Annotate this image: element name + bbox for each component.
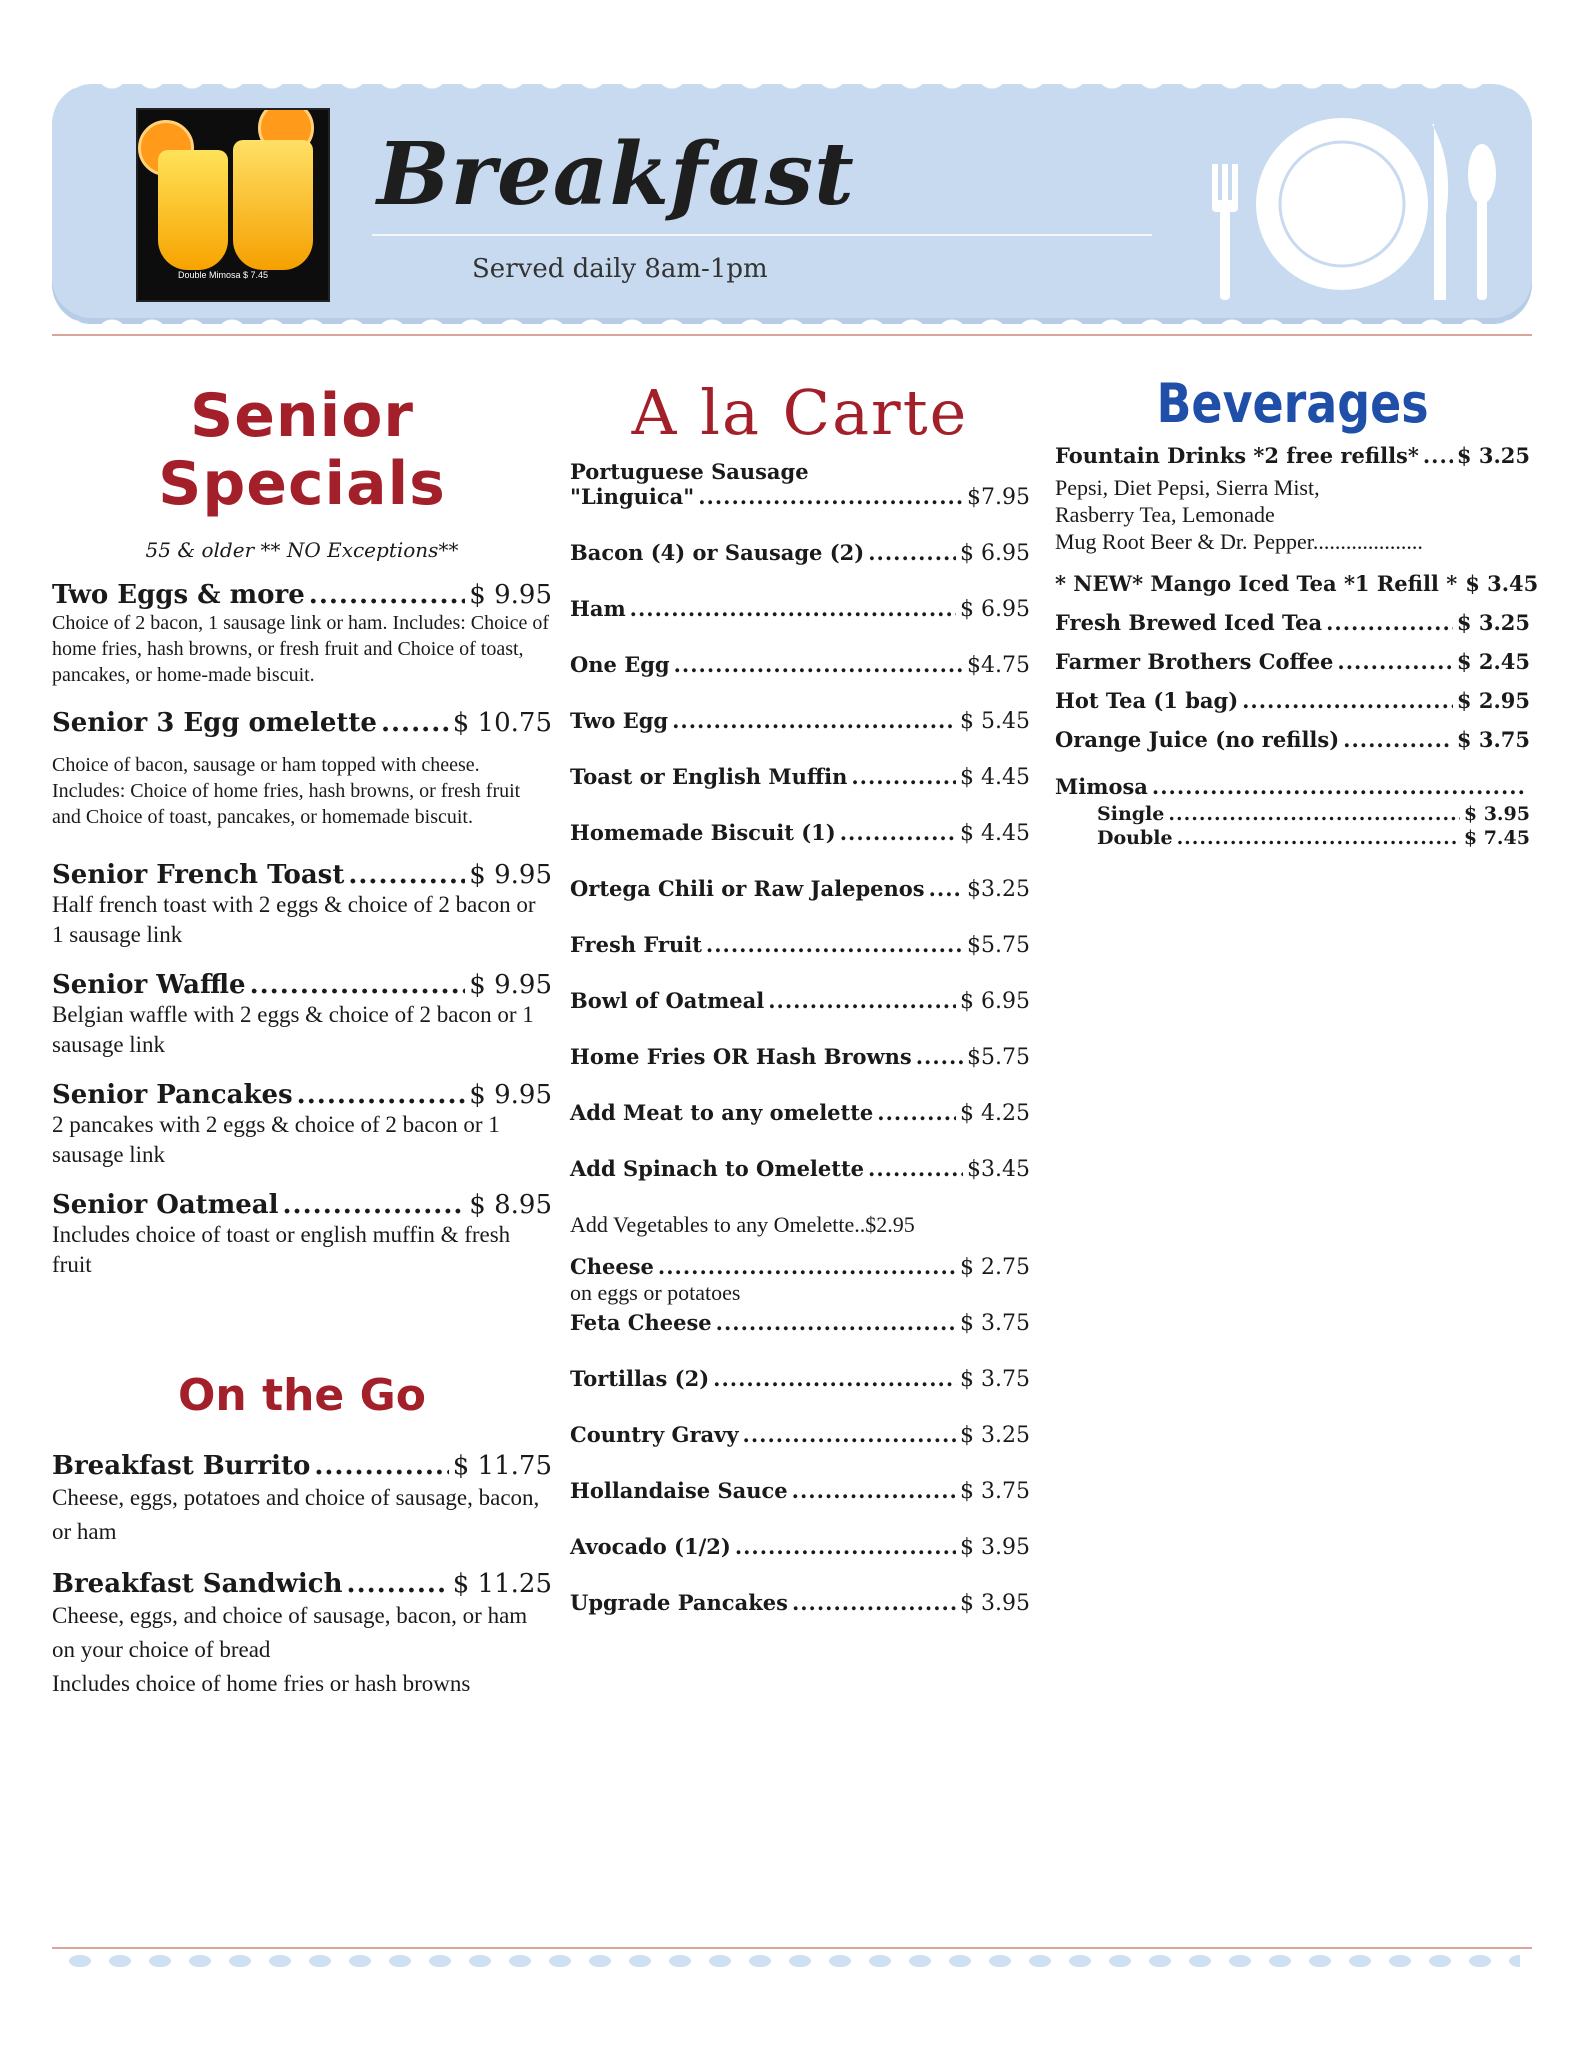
item-price: $ 9.95 [469, 970, 552, 1000]
item-name: Tortillas (2) [570, 1366, 710, 1391]
beverages-list [1055, 571, 1539, 752]
item-name: Single [1097, 803, 1165, 825]
item-price: $ 3.25 [1456, 443, 1530, 468]
item-price: $ 4.25 [960, 1101, 1030, 1126]
menu-item [570, 932, 1030, 958]
senior-title-line1: Senior [190, 381, 414, 451]
menu-item [1055, 827, 1530, 849]
banner-scallop-top [52, 84, 1532, 96]
item-name: Orange Juice (no refills) [1055, 727, 1340, 752]
item-description: Choice of 2 bacon, 1 sausage link or ham. Includes: Choice of home fries, hash browns, or fresh fruit and Choice of toast, pancakes, or home-made biscuit. [52, 612, 550, 686]
item-name-line: Portuguese Sausage [570, 459, 809, 484]
item-description: Cheese, eggs, and choice of sausage, bacon, or ham on your choice of bread [52, 1603, 528, 1662]
menu-item [570, 1310, 1030, 1336]
item-name: Feta Cheese [570, 1310, 712, 1335]
menu-item [1055, 727, 1530, 752]
footer-scallop [60, 1955, 1520, 1975]
item-name: Ortega Chili or Raw Jalepenos [570, 876, 925, 901]
item-description: on eggs or potatoes [570, 1280, 741, 1305]
item-name: Breakfast Sandwich [52, 1569, 343, 1599]
item-price: $ 2.45 [1456, 649, 1530, 674]
item-price: $ 11.75 [452, 1451, 552, 1481]
item-price: $ 9.95 [469, 580, 552, 610]
plate-cutlery-icon [1192, 104, 1502, 304]
menu-item [52, 1569, 552, 1701]
item-price: $ 2.75 [960, 1255, 1030, 1280]
item-name: Two Eggs & more [52, 580, 305, 610]
item-price: $ 2.95 [1456, 688, 1530, 713]
menu-item [570, 1478, 1030, 1504]
item-name: Breakfast Burrito [52, 1451, 311, 1481]
item-price: $ 3.75 [960, 1479, 1030, 1504]
menu-item [1055, 443, 1530, 468]
item-name: Bowl of Oatmeal [570, 988, 765, 1013]
menu-item [570, 1044, 1030, 1070]
senior-title-line2: Specials [158, 449, 446, 519]
item-price: $ 11.25 [452, 1569, 552, 1599]
item-name: Toast or English Muffin [570, 764, 848, 789]
menu-item [570, 1366, 1030, 1392]
item-price: $ 3.75 [960, 1367, 1030, 1392]
item-name: Homemade Biscuit (1) [570, 820, 836, 845]
item-description-extra: Includes choice of home fries or hash browns [52, 1671, 471, 1696]
fountain-line: Rasberry Tea, Lemonade [1055, 502, 1275, 527]
item-price: $ 9.95 [469, 860, 552, 890]
vegetables-item: Add Vegetables to any Omelette..$2.95 [570, 1212, 915, 1237]
item-price: $ 3.25 [1456, 610, 1530, 635]
item-price: $ 10.75 [452, 708, 552, 738]
item-price: $ 4.45 [960, 765, 1030, 790]
item-name: Hollandaise Sauce [570, 1478, 788, 1503]
fountain-line: Mug Root Beer & Dr. Pepper.................... [1055, 529, 1423, 554]
menu-item [570, 596, 1030, 622]
item-price: $ 7.45 [1463, 827, 1530, 849]
senior-specials-title [52, 382, 552, 518]
menu-item [570, 652, 1030, 678]
menu-item [570, 988, 1030, 1014]
on-the-go-title: On the Go [178, 1370, 426, 1421]
item-price: $ 6.95 [960, 989, 1030, 1014]
a-la-carte-title: A la Carte [631, 376, 969, 449]
item-name: Home Fries OR Hash Browns [570, 1044, 912, 1069]
a-la-carte-list-2 [570, 1310, 1030, 1616]
item-description: 2 pancakes with 2 eggs & choice of 2 bacon or 1 sausage link [52, 1112, 500, 1167]
menu-item [52, 580, 552, 688]
menu-item [570, 1534, 1030, 1560]
item-description: Cheese, eggs, potatoes and choice of sausage, bacon, or ham [52, 1485, 540, 1544]
senior-specials-section [52, 370, 552, 1721]
menu-item [570, 1156, 1030, 1182]
menu-item [52, 860, 552, 950]
banner-scallop-bottom [52, 312, 1532, 324]
menu-item [52, 970, 552, 1060]
item-price: $ 5.45 [960, 709, 1030, 734]
item-price: $4.75 [967, 653, 1030, 678]
juice-glass-icon [233, 140, 313, 270]
header-divider [52, 334, 1532, 336]
beverages-section [1055, 370, 1539, 851]
item-price: $5.75 [967, 933, 1030, 958]
menu-item [570, 764, 1030, 790]
item-name: Cheese [570, 1254, 654, 1279]
banner-rule [372, 234, 1152, 236]
mimosa-photo [136, 108, 330, 302]
item-name: Country Gravy [570, 1422, 739, 1447]
senior-note: 55 & older ** NO Exceptions** [145, 538, 459, 562]
item-price: $ 6.95 [960, 541, 1030, 566]
footer-divider [52, 1947, 1532, 1949]
item-name: Senior Oatmeal [52, 1190, 279, 1220]
item-name: Avocado (1/2) [570, 1534, 731, 1559]
menu-item [1055, 649, 1530, 674]
item-price: $ 3.25 [960, 1423, 1030, 1448]
header-banner [52, 84, 1532, 324]
menu-item [570, 820, 1030, 846]
item-price: $ 8.95 [469, 1190, 552, 1220]
menu-item [570, 1254, 1030, 1280]
menu-item [52, 708, 552, 830]
menu-item [1055, 688, 1530, 713]
a-la-carte-list [570, 484, 1030, 1182]
a-la-carte-section [570, 370, 1030, 1646]
item-name: Senior Waffle [52, 970, 246, 1000]
menu-item [570, 876, 1030, 902]
menu-item [570, 708, 1030, 734]
item-price: $ 3.75 [1456, 727, 1530, 752]
item-price: $ 3.95 [960, 1591, 1030, 1616]
item-price: $3.25 [967, 877, 1030, 902]
item-name: Bacon (4) or Sausage (2) [570, 540, 865, 565]
item-price: $ 9.95 [469, 1080, 552, 1110]
item-price: $7.95 [967, 485, 1030, 510]
fountain-description [1055, 474, 1530, 555]
menu-item [570, 540, 1030, 566]
item-name: Mimosa [1055, 774, 1148, 799]
item-name: Upgrade Pancakes [570, 1590, 788, 1615]
menu-item [1055, 610, 1530, 635]
beverages-title: Beverages [1156, 372, 1429, 435]
menu-item [570, 1100, 1030, 1126]
fountain-line: Pepsi, Diet Pepsi, Sierra Mist, [1055, 475, 1320, 500]
menu-item [570, 1590, 1030, 1616]
item-description: Belgian waffle with 2 eggs & choice of 2 bacon or 1 sausage link [52, 1002, 534, 1057]
juice-glass-icon [158, 150, 228, 270]
item-name: Farmer Brothers Coffee [1055, 649, 1334, 674]
item-price: $3.45 [967, 1157, 1030, 1182]
item-description: Half french toast with 2 eggs & choice of 2 bacon or 1 sausage link [52, 892, 536, 947]
item-name: Add Spinach to Omelette [570, 1156, 865, 1181]
item-price: $ 3.45 [1465, 571, 1539, 596]
item-name: Hot Tea (1 bag) [1055, 688, 1239, 713]
item-name: Double [1097, 827, 1173, 849]
item-name: Senior French Toast [52, 860, 345, 890]
menu-item [1055, 774, 1530, 799]
menu-item [1055, 571, 1539, 596]
item-description: Choice of bacon, sausage or ham topped with cheese. Includes: Choice of home fries, hash browns, or fresh fruit and Choice of toast, pancakes, or homemade biscuit. [52, 754, 521, 828]
item-name: * NEW* Mango Iced Tea *1 Refill * [1055, 571, 1458, 596]
page-title: Breakfast [377, 124, 855, 225]
item-price: $ 6.95 [960, 597, 1030, 622]
menu-item [52, 1190, 552, 1280]
menu-item [1055, 803, 1530, 825]
item-price: $ 3.95 [960, 1535, 1030, 1560]
item-name: Fresh Brewed Iced Tea [1055, 610, 1323, 635]
item-price: $ 3.75 [960, 1311, 1030, 1336]
item-name: One Egg [570, 652, 670, 677]
item-name: Add Meat to any omelette [570, 1100, 874, 1125]
item-name: Ham [570, 596, 626, 621]
item-description: Includes choice of toast or english muffin & fresh fruit [52, 1222, 511, 1277]
menu-item [52, 1451, 552, 1549]
item-name: Senior 3 Egg omelette [52, 708, 377, 738]
item-price: $ 4.45 [960, 821, 1030, 846]
item-name: "Linguica" [570, 484, 695, 509]
serving-hours: Served daily 8am-1pm [472, 254, 768, 284]
item-price: $5.75 [967, 1045, 1030, 1070]
item-name: Fountain Drinks *2 free refills* [1055, 443, 1419, 468]
menu-item [570, 484, 1030, 510]
menu-item [570, 1422, 1030, 1448]
photo-caption: Double Mimosa $ 7.45 [178, 270, 269, 280]
item-name: Two Egg [570, 708, 669, 733]
menu-item [52, 1080, 552, 1170]
item-name: Fresh Fruit [570, 932, 702, 957]
item-name: Senior Pancakes [52, 1080, 293, 1110]
item-price: $ 3.95 [1463, 803, 1530, 825]
